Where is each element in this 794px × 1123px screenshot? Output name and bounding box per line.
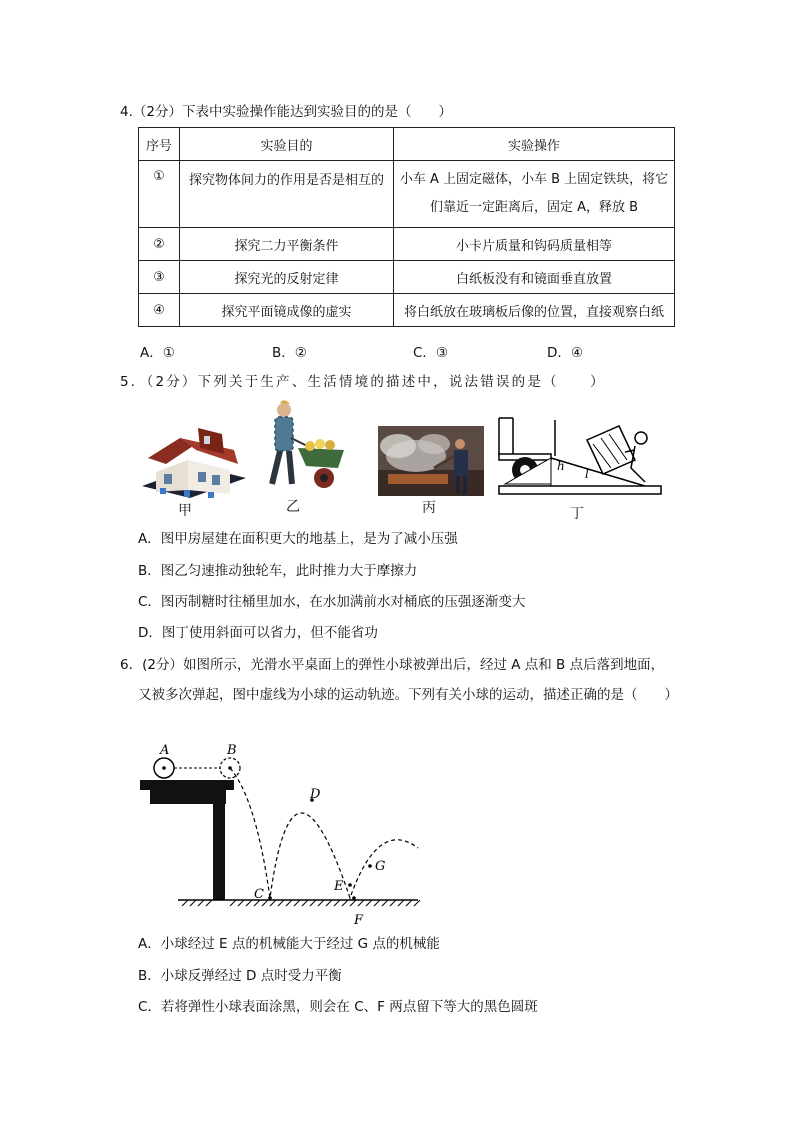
row-no: ② (139, 228, 180, 261)
row-no: ④ (139, 294, 180, 327)
q4-stem: 4.（2分）下表中实验操作能达到实验目的的是（ ） (120, 104, 452, 120)
q6-stem-line2: 又被多次弹起，图中虚线为小球的运动轨迹。下列有关小球的运动，描述正确的是（ ） (138, 687, 678, 703)
table-row (139, 294, 675, 327)
q5-stem: 5．（2分）下列关于生产、生活情境的描述中，说法错误的是（ ） (120, 374, 606, 390)
header-no: 序号 (139, 128, 180, 161)
q4-option-b[interactable]: B．② (272, 345, 307, 361)
row-goal: 探究光的反射定律 (180, 261, 394, 294)
row-op: 白纸板没有和镜面垂直放置 (394, 261, 675, 294)
q4-option-c[interactable]: C．③ (413, 345, 449, 361)
label-c: C (254, 887, 264, 902)
q6-stem-line1: 6．(2分）如图所示，光滑水平桌面上的弹性小球被弹出后，经过 A 点和 B 点后落到地面， (120, 657, 665, 673)
q5-option-a[interactable]: A．图甲房屋建在面积更大的地基上，是为了减小压强 (138, 531, 458, 547)
header-goal: 实验目的 (180, 128, 394, 161)
label-a: A (160, 743, 170, 758)
q4-option-d[interactable]: D．④ (547, 345, 583, 361)
caption-ding: 丁 (570, 506, 584, 522)
caption-bing: 丙 (422, 500, 436, 516)
q6-option-a[interactable]: A．小球经过 E 点的机械能大于经过 G 点的机械能 (138, 936, 440, 952)
row-goal: 探究二力平衡条件 (180, 228, 394, 261)
label-f: F (354, 913, 364, 928)
label-e: E (334, 879, 344, 894)
bouncing-ball-diagram (138, 738, 428, 930)
row-no: ① (139, 161, 180, 228)
q6-option-c[interactable]: C．若将弹性小球表面涂黑，则会在 C、F 两点留下等大的黑色圆斑 (138, 999, 538, 1015)
q4-table (138, 127, 675, 327)
height-label: h (557, 459, 565, 473)
row-op: 小卡片质量和钩码质量相等 (394, 228, 675, 261)
row-goal: 探究物体间力的作用是否是相互的 (180, 161, 394, 228)
incline-diagram (495, 416, 665, 498)
label-g: G (375, 859, 386, 874)
q5-option-b[interactable]: B．图乙匀速推动独轮车，此时推力大于摩擦力 (138, 563, 418, 579)
q5-option-c[interactable]: C．图丙制糖时往桶里加水，在水加满前水对桶底的压强逐渐变大 (138, 594, 526, 610)
label-d: D (310, 787, 321, 802)
row-op: 将白纸放在玻璃板后像的位置，直接观察白纸 (394, 294, 675, 327)
house-image (138, 420, 250, 500)
header-op: 实验操作 (394, 128, 675, 161)
q5-option-d[interactable]: D．图丁使用斜面可以省力，但不能省功 (138, 625, 378, 641)
table-row (139, 228, 675, 261)
table-row (139, 261, 675, 294)
q4-option-a[interactable]: A．① (140, 345, 175, 361)
caption-jia: 甲 (178, 503, 192, 519)
wheelbarrow-image (258, 398, 350, 496)
row-goal: 探究平面镜成像的虚实 (180, 294, 394, 327)
caption-yi: 乙 (286, 499, 300, 515)
q6-option-b[interactable]: B．小球反弹经过 D 点时受力平衡 (138, 968, 342, 984)
sugar-making-image (378, 426, 484, 496)
length-label: l (585, 467, 589, 481)
row-no: ③ (139, 261, 180, 294)
table-row (139, 161, 675, 228)
row-op: 小车 A 上固定磁体，小车 B 上固定铁块，将它们靠近一定距离后，固定 A，释放 B (394, 161, 675, 228)
label-b: B (227, 743, 237, 758)
table-header-row (139, 128, 675, 161)
